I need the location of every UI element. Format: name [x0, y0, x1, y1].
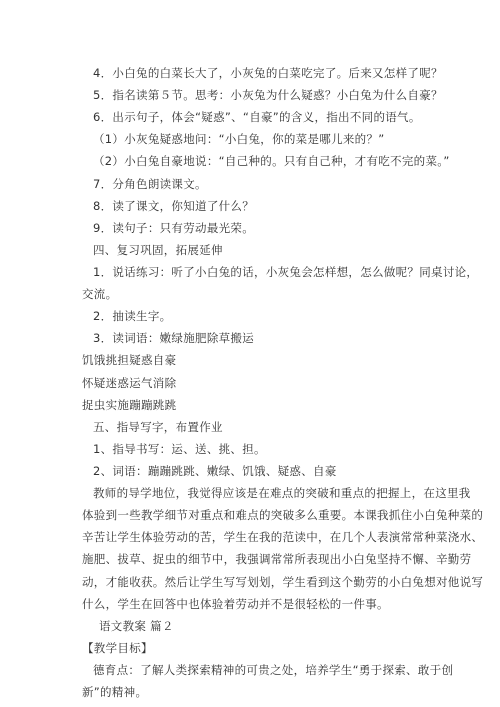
text-line-14: 2、词语：蹦蹦跳跳、嫩绿、饥饿、疑惑、自豪: [93, 463, 337, 478]
text-line-7: 8．读了课文，你知道了什么？: [93, 198, 255, 213]
text-line-2: 5．指名读第５节。思考：小灰兔为什么疑惑？小白兔为什么自豪？: [93, 88, 443, 103]
vocab-line-3: 捉虫实施蹦蹦跳跳: [82, 397, 177, 412]
text-line-13: 1、指导书写：运、送、挑、担。: [93, 441, 266, 456]
reflection-line-3: 辛苦让学生体验劳动的苦，学生在我的范读中，在几个人表演常常种菜浇水、: [82, 530, 484, 545]
vocab-line-2: 怀疑迷惑运气消除: [82, 375, 177, 390]
goal-line-2: 新”的精神。: [82, 685, 148, 699]
section-heading-4: 四、复习巩固，拓展延伸: [93, 242, 223, 257]
text-line-5: （2）小白兔自豪地说：“自己种的。只有自己种，才有吃不完的菜。”: [93, 154, 450, 169]
section-heading-5: 五、指导写字，布置作业: [93, 419, 223, 434]
text-line-8: 9．读句子：只有劳动最光荣。: [93, 220, 255, 235]
lesson-title: 语文教案 篇２: [99, 618, 174, 633]
text-line-9: 1．说话练习：听了小白兔的话，小灰兔会怎样想，怎么做呢？同桌讨论，: [93, 265, 479, 279]
reflection-line-1: 教师的导学地位，我觉得应该是在难点的突破和重点的把握上，在这里我: [93, 486, 471, 500]
text-line-3: 6．出示句子，体会“疑惑”、“自豪”的含义，指出不同的语气。: [93, 110, 421, 125]
text-line-10: 交流。: [82, 287, 118, 302]
goal-line-1: 德育点：了解人类探索精神的可贵之处，培养学生“勇于探索、敢于创: [93, 662, 454, 677]
text-line-1: 4．小白兔的白菜长大了，小灰兔的白菜吃完了。后来又怎样了呢？: [93, 66, 443, 80]
reflection-line-5: 动，才能收获。然后让学生写写划划，学生看到这个勤劳的小白兔想对他说写: [82, 574, 484, 589]
text-line-4: （1）小灰兔疑惑地问：“小白兔，你的菜是哪儿来的？”: [93, 132, 385, 147]
text-line-6: 7．分角色朗读课文。: [93, 176, 207, 191]
reflection-line-4: 施肥、拔草、捉虫的细节中，我强调常常所表现出小白兔坚持不懈、辛勤劳: [82, 552, 472, 567]
reflection-line-6: 什么，学生在回答中也体验着劳动并不是很轻松的一件事。: [82, 596, 389, 611]
reflection-line-2: 体验到一些教学细节对重点和难点的突破多么重要。本课我抓住小白兔种菜的: [82, 508, 484, 523]
text-line-12: 3．读词语：嫩绿施肥除草搬运: [93, 331, 255, 346]
vocab-line-1: 饥饿挑担疑惑自豪: [82, 353, 177, 368]
teaching-goals-heading: 【教学目标】: [82, 640, 153, 655]
text-line-11: 2．抽读生字。: [93, 309, 172, 324]
